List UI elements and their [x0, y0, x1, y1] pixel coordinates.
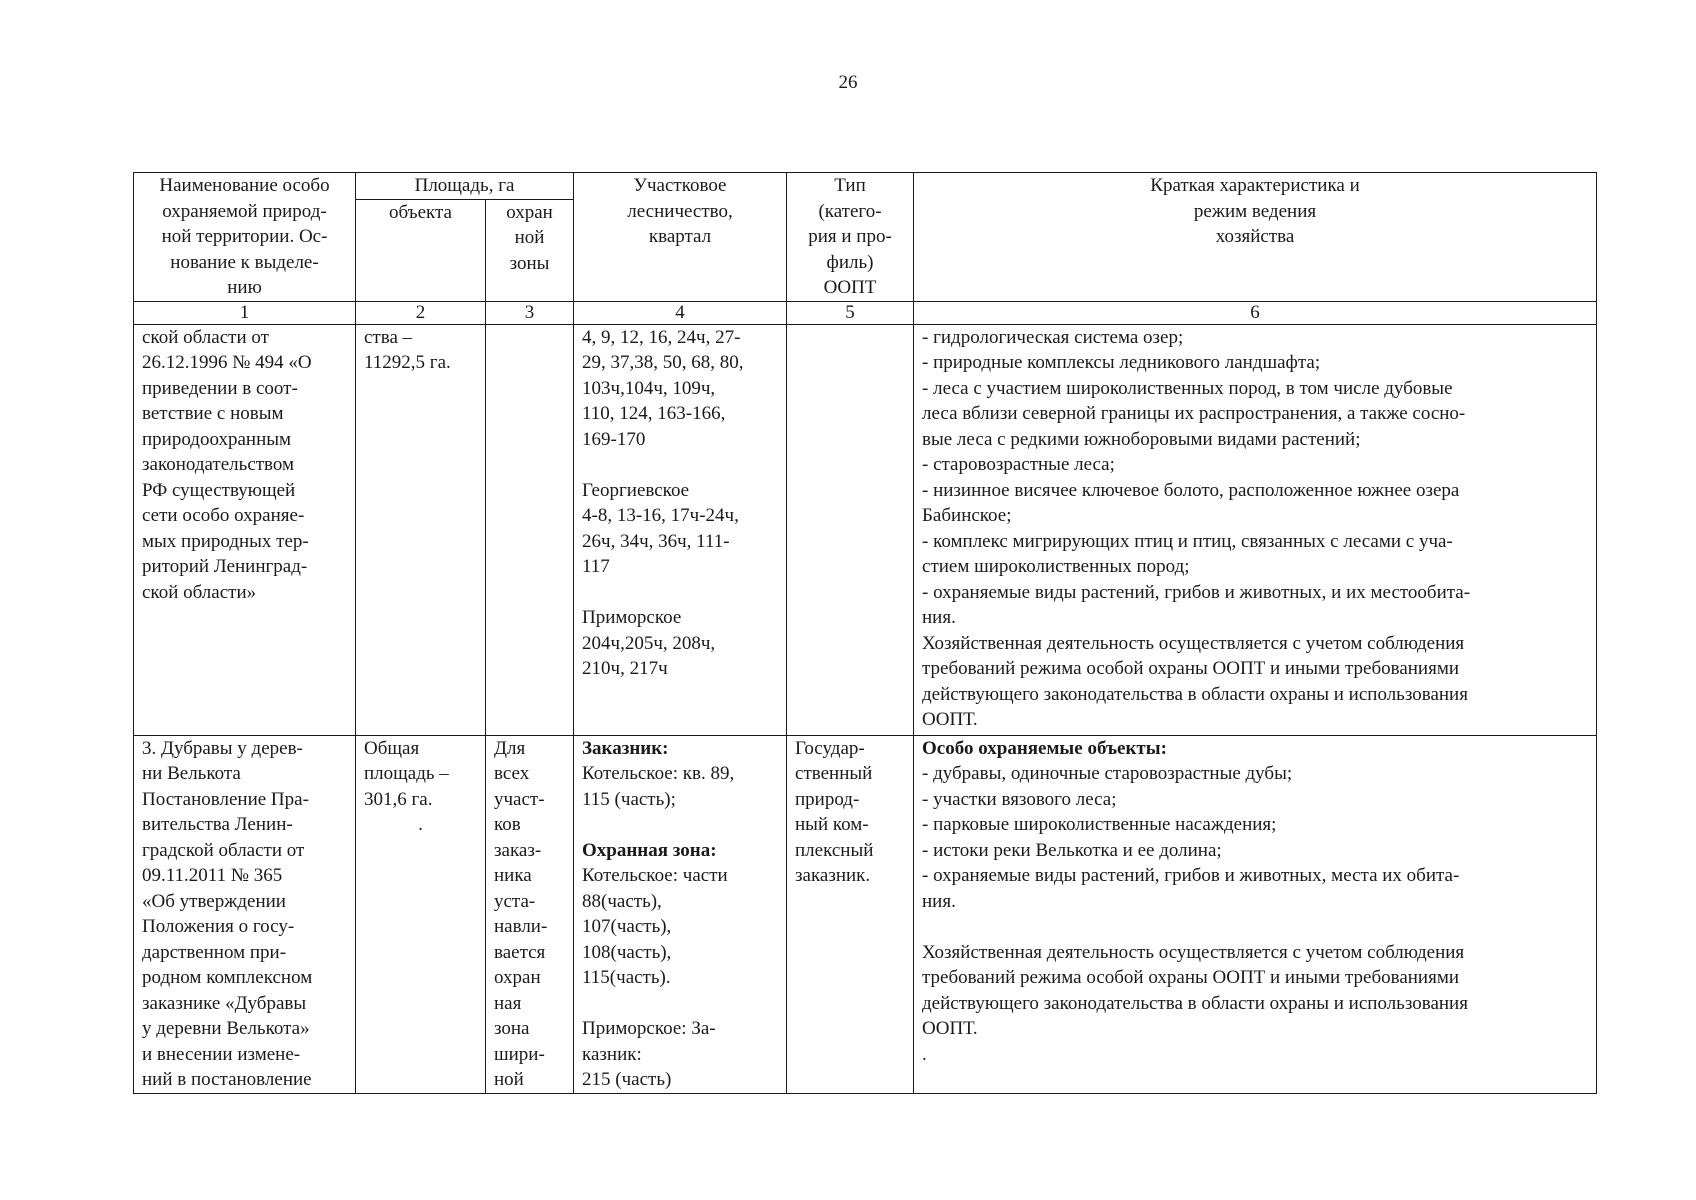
text-line: ный ком- — [795, 814, 869, 835]
text-line: ная — [494, 992, 522, 1014]
text-line — [582, 580, 778, 606]
header-description — [914, 173, 1597, 302]
text-line: 117 — [582, 556, 610, 577]
text-line: 210ч, 217ч — [582, 658, 668, 679]
text-line: РФ существующей — [142, 479, 296, 501]
text-line: Тип — [834, 175, 866, 196]
column-number: 4 — [574, 301, 787, 324]
text-line: 215 (часть) — [582, 1069, 672, 1090]
text-line: природ- — [795, 788, 860, 810]
text-line: действующего законодательства в области охраны и использования — [922, 683, 1468, 705]
text-line: казник: — [582, 1043, 642, 1065]
text-line: Георгиевское — [582, 479, 690, 501]
text-line: зоны — [509, 252, 550, 274]
text-line: зона — [494, 1018, 530, 1039]
text-line: 88(часть), — [582, 890, 662, 912]
text-line: Государ- — [795, 737, 865, 759]
text-line: 29, 37,38, 50, 68, 80, — [582, 352, 744, 373]
text-line: охран — [506, 201, 553, 223]
cell-type — [787, 735, 914, 1093]
text-line: 3. Дубравы у дерев- — [142, 737, 303, 759]
text-line: ника — [494, 865, 532, 886]
text-line: ков — [494, 814, 521, 835]
text-line: ской области» — [142, 581, 257, 603]
text-line: шири- — [494, 1043, 545, 1065]
text-line: (катего- — [818, 200, 882, 222]
text-line — [582, 452, 778, 478]
text-line: мых природных тер- — [142, 530, 309, 552]
cell-name — [134, 324, 356, 735]
text-line: 115(часть). — [582, 967, 671, 988]
text-line: требований режима особой охраны ООПТ и иными требованиями — [922, 658, 1460, 679]
text-line: Общая — [364, 737, 420, 759]
cell-area-buffer — [486, 324, 574, 735]
text-line: вые леса с редкими южнобоpовыми видами растений; — [922, 428, 1361, 450]
text-line: ни Велькота — [142, 763, 241, 784]
text-line: у деревни Велькота» — [142, 1018, 310, 1039]
protected-areas-table — [133, 172, 1597, 1094]
text-line: и внесении измене- — [142, 1043, 301, 1065]
text-line: Бабинское; — [922, 505, 1012, 526]
text-line: ной — [514, 227, 545, 249]
text-line: Котельское: кв. 89, — [582, 763, 735, 784]
column-numbers-row — [134, 301, 1597, 324]
text-line: ной территории. Ос- — [161, 226, 328, 247]
cell-description — [914, 735, 1597, 1093]
text-line: всех — [494, 763, 530, 784]
header-area-object: объекта — [356, 199, 486, 301]
text-line: ственный — [795, 763, 873, 784]
text-line: ния. — [922, 607, 956, 628]
column-number: 2 — [356, 301, 486, 324]
cell-type — [787, 324, 914, 735]
text-line: природоохранным — [142, 428, 292, 450]
text-line: - комплекс мигрирующих птиц и птиц, связанных с лесами с уча- — [922, 530, 1453, 552]
text-line: 115 (часть); — [582, 788, 676, 810]
cell-description — [914, 324, 1597, 735]
text-line: уста- — [494, 890, 536, 912]
text-line: Приморское: За- — [582, 1018, 716, 1039]
page-number: 26 — [838, 72, 858, 93]
cell-area-object — [356, 735, 486, 1093]
text-line: - гидрологическая система озер; — [922, 326, 1184, 348]
column-number: 5 — [787, 301, 914, 324]
text-line: участ- — [494, 788, 545, 810]
text-line: квартал — [648, 226, 712, 247]
text-line: - природные комплексы ледникового ландшафта; — [922, 352, 1321, 373]
text-line: . — [922, 1043, 927, 1065]
text-line: сети особо охраняе- — [142, 505, 305, 526]
text-line: родном комплексном — [142, 967, 313, 988]
cell-forestry — [574, 735, 787, 1093]
text-line: охраняемой природ- — [162, 200, 327, 222]
text-line: Наименование особо — [159, 175, 330, 196]
text-line: дарственном при- — [142, 941, 287, 963]
text-line: Участковое — [633, 175, 727, 196]
text-line: ской области от — [142, 326, 269, 348]
text-line: заказник. — [795, 865, 871, 886]
text-line: - парковые широколиственные насаждения; — [922, 814, 1277, 835]
text-line: ния. — [922, 890, 956, 912]
text-line: 4-8, 13-16, 17ч-24ч, — [582, 505, 739, 526]
text-line: 107(часть), — [582, 916, 672, 937]
text-line: 26ч, 34ч, 36ч, 111- — [582, 530, 730, 552]
text-line: градской области от — [142, 839, 305, 861]
text-line: плексный — [795, 839, 874, 861]
text-line: 301,6 га. — [364, 788, 433, 810]
text-line: ний в постановление — [142, 1069, 312, 1090]
text-line: - старовозрастные леса; — [922, 454, 1115, 475]
header-type — [787, 173, 914, 302]
text-line: 110, 124, 163-166, — [582, 403, 726, 424]
text-line: ветствие с новым — [142, 403, 284, 424]
column-number: 1 — [134, 301, 356, 324]
text-line: «Об утверждении — [142, 890, 286, 912]
text-line: навли- — [494, 916, 548, 937]
header-name — [134, 173, 356, 302]
text-line: рия и про- — [808, 226, 892, 247]
cell-area-object — [356, 324, 486, 735]
text-line: ной — [494, 1069, 524, 1090]
header-row — [134, 173, 1597, 200]
text-line: ООПТ. — [922, 1018, 978, 1039]
text-line: заказ- — [494, 839, 542, 861]
cell-name — [134, 735, 356, 1093]
cell-forestry — [574, 324, 787, 735]
text-line: Приморское — [582, 607, 682, 628]
text-line: - леса с участием широколиственных пород, в том числе дубовые — [922, 377, 1453, 399]
text-line: Особо охраняемые объекты: — [922, 737, 1167, 759]
text-line: . — [418, 814, 423, 835]
text-line: законодательством — [142, 454, 295, 475]
text-line — [582, 812, 778, 838]
text-line: Положения о госу- — [142, 916, 295, 937]
text-line: 169-170 — [582, 428, 646, 450]
text-line: ООПТ. — [922, 709, 978, 730]
text-line: нию — [227, 277, 262, 298]
text-line — [922, 914, 1588, 940]
text-line: 108(часть), — [582, 941, 672, 963]
text-line: - дубравы, одиночные старовозрастные дубы; — [922, 763, 1293, 784]
text-line: Заказник: — [582, 737, 669, 759]
text-line: вается — [494, 941, 546, 963]
text-line: филь) — [826, 251, 874, 273]
text-line: нование к выделе- — [170, 251, 319, 273]
text-line: Для — [494, 737, 526, 759]
text-line: заказнике «Дубравы — [142, 992, 307, 1014]
column-number: 6 — [914, 301, 1597, 324]
text-line: Постановление Пра- — [142, 788, 309, 810]
text-line — [582, 991, 778, 1017]
text-line: - низинное висячее ключевое болото, расположенное южнее озера — [922, 479, 1460, 501]
text-line: приведении в соот- — [142, 377, 298, 399]
text-line: ства – — [364, 326, 413, 348]
table-row — [134, 324, 1597, 735]
text-line: 204ч,205ч, 208ч, — [582, 632, 716, 654]
text-line: Котельское: части — [582, 865, 728, 886]
text-line: - охраняемые виды растений, грибов и животных, места их обита- — [922, 865, 1460, 886]
text-line: Хозяйственная деятельность осуществляется с учетом соблюдения — [922, 632, 1465, 654]
text-line: - охраняемые виды растений, грибов и животных, и их местообита- — [922, 581, 1471, 603]
text-line: вительства Ленин- — [142, 814, 293, 835]
table-row — [134, 735, 1597, 1093]
header-area: Площадь, га — [356, 173, 574, 200]
text-line: 103ч,104ч, 109ч, — [582, 377, 716, 399]
text-line: хозяйства — [1215, 226, 1295, 247]
text-line: Хозяйственная деятельность осуществляется с учетом соблюдения — [922, 941, 1465, 963]
text-line: - участки вязового леса; — [922, 788, 1117, 810]
text-line: Краткая характеристика и — [1150, 175, 1360, 196]
text-line: 4, 9, 12, 16, 24ч, 27- — [582, 326, 741, 348]
text-line: 09.11.2011 № 365 — [142, 865, 283, 886]
text-line: 11292,5 га. — [364, 352, 451, 373]
text-line: ООПТ — [823, 277, 877, 298]
text-line: леса вблизи северной границы их распространения, а также сосно- — [922, 403, 1466, 424]
header-forestry — [574, 173, 787, 302]
column-number: 3 — [486, 301, 574, 324]
text-line: действующего законодательства в области охраны и использования — [922, 992, 1468, 1014]
text-line: режим ведения — [1193, 200, 1317, 222]
text-line: стием широколиственных пород; — [922, 556, 1190, 577]
text-line: охран — [494, 967, 541, 988]
text-line: требований режима особой охраны ООПТ и иными требованиями — [922, 967, 1460, 988]
text-line: площадь – — [364, 763, 449, 784]
cell-area-buffer — [486, 735, 574, 1093]
text-line: лесничество, — [627, 200, 733, 222]
text-line: Охранная зона: — [582, 839, 717, 861]
text-line: - истоки реки Велькотка и ее долина; — [922, 839, 1222, 861]
text-line: 26.12.1996 № 494 «О — [142, 352, 312, 373]
header-area-buffer — [486, 199, 574, 301]
text-line: риторий Ленинград- — [142, 556, 308, 577]
